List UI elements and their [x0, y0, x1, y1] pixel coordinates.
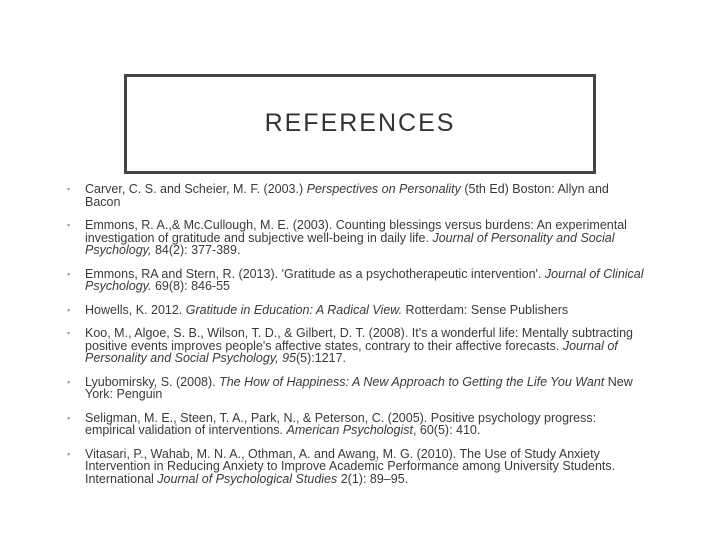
- reference-segment: 2(1): 89–95.: [337, 471, 409, 486]
- reference-italic-segment: Journal of Psychological Studies: [157, 471, 338, 486]
- reference-text: [85, 375, 633, 402]
- bullet-icon: ▪: [67, 304, 71, 315]
- bullet-icon: ▪: [67, 220, 71, 230]
- bullet-icon: ▪: [67, 448, 71, 459]
- reference-segment: Koo, M., Algoe, S. B., Wilson, T. D., & Gilbert, D. T. (2008): [85, 326, 405, 340]
- reference-list: [67, 183, 647, 496]
- reference-italic-segment: Journal of Personality and Social Psychology, 95: [85, 338, 618, 365]
- reference-text: [85, 447, 615, 486]
- bullet-icon: ▪: [67, 376, 71, 387]
- reference-segment: , 60(5): 410.: [412, 423, 481, 437]
- title-box: [124, 74, 596, 174]
- reference-item: [67, 448, 647, 486]
- reference-text: [85, 182, 609, 209]
- reference-item: [67, 304, 647, 317]
- reference-segment: New York: Penguin: [85, 374, 633, 401]
- reference-item: [67, 327, 647, 365]
- reference-segment: 69(8): 846-55: [151, 279, 230, 293]
- reference-text: [85, 303, 568, 317]
- reference-italic-segment: Gratitude in Education: A Radical View.: [185, 302, 403, 317]
- reference-segment: Lyubomirsky, S. (2008).: [85, 374, 220, 389]
- reference-italic-segment: American Psychologist: [286, 423, 413, 437]
- reference-item: [67, 183, 647, 208]
- reference-item: [67, 268, 647, 293]
- reference-italic-segment: Journal of Personality and Social Psychology,: [85, 230, 615, 257]
- reference-segment: (5):1217.: [296, 351, 347, 365]
- reference-item: [67, 376, 647, 401]
- reference-segment: Seligman, M. E., Steen, T. A., Park, N., & Peterson, C. (2005). Positive psychology progress: empirical validation of interventions.: [85, 410, 597, 437]
- reference-text: [85, 326, 633, 365]
- reference-segment: It's a wonderful life: Mentally subtracting positive events improves people's affective states, contrary to their affective forecasts.: [85, 326, 634, 353]
- reference-segment: Emmons, R. A.,& Mc.Cullough, M. E. (2003). Counting blessings versus burdens: An experimental investigation of gratitude and subjective well-being in daily life.: [85, 218, 627, 245]
- reference-item: [67, 219, 647, 257]
- reference-segment: Rotterdam: Sense Publishers: [402, 302, 569, 317]
- bullet-icon: ▪: [67, 184, 71, 194]
- reference-segment: Vitasari, P., Wahab, M. N. A., Othman, A. and Awang, M. G. (2010). The Use of Study Anxiety Intervention in Reducing Anxiety to Improve Academic Performance among University Students. International: [85, 446, 616, 486]
- reference-text: [85, 267, 644, 294]
- bullet-icon: ▪: [67, 412, 71, 423]
- reference-segment: (5th Ed) Boston: Allyn and Bacon: [85, 182, 609, 209]
- reference-segment[interactable]: .: [404, 326, 412, 340]
- reference-italic-segment: Journal of Clinical Psychology.: [85, 266, 644, 293]
- page-title: REFERENCES: [264, 109, 456, 137]
- reference-segment: Howells, K. 2012.: [85, 302, 186, 317]
- reference-item: [67, 412, 647, 437]
- reference-italic-segment: The How of Happiness: A New Approach to Getting the Life You Want: [219, 374, 605, 389]
- reference-text: [85, 218, 627, 257]
- bullet-icon: ▪: [67, 268, 71, 279]
- reference-segment: Emmons, RA and Stern, R. (2013). 'Gratitude as a psychotherapeutic intervention'.: [85, 266, 545, 281]
- reference-segment: Carver, C. S. and Scheier, M. F. (2003.): [85, 182, 307, 196]
- reference-text: [85, 411, 596, 438]
- bullet-icon: ▪: [67, 328, 71, 338]
- reference-italic-segment: Perspectives on Personality: [306, 182, 461, 196]
- reference-segment: 84(2): 377-389.: [151, 243, 241, 257]
